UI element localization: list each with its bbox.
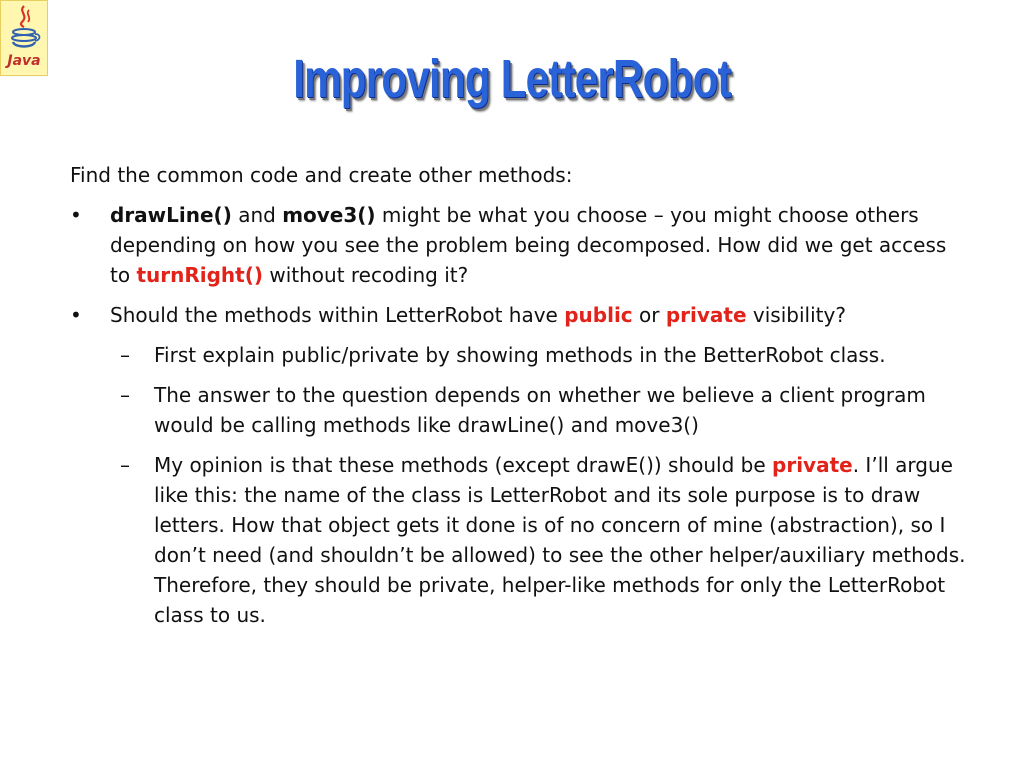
intro-text: Find the common code and create other methods: — [70, 163, 573, 187]
highlight-term: turnRight() — [136, 263, 263, 287]
bullet-marker: • — [70, 203, 82, 227]
sub-bullet-text: First explain public/private by showing methods in the BetterRobot class. — [154, 343, 886, 367]
sub-bullet-item — [70, 340, 970, 370]
highlight-term: private — [665, 303, 747, 327]
bullet-text: or — [632, 303, 666, 327]
bullet-text: without recoding it? — [263, 263, 469, 287]
bullet-text: might be what you choose – you might choose others depending on how you see the problem being decomposed. How did we get access to — [110, 203, 947, 287]
bullet-text: and — [231, 203, 283, 227]
sub-bullet-marker: – — [120, 383, 130, 407]
sub-bullet-text: The answer to the question depends on whether we believe a client program would be calling methods like drawLine() and move3() — [154, 383, 926, 437]
sub-bullet-item — [70, 380, 970, 440]
java-logo-text: Java — [7, 53, 41, 69]
bullet-item — [70, 300, 970, 330]
sub-bullet-marker: – — [120, 453, 130, 477]
java-coffee-cup-icon — [7, 4, 43, 54]
sub-bullet-item — [70, 450, 970, 630]
sub-bullet-text: My opinion is that these methods (except drawE()) should be — [154, 453, 773, 477]
bullet-marker: • — [70, 303, 82, 327]
slide-body — [70, 160, 970, 640]
highlight-term: private — [772, 453, 853, 477]
code-term: move3() — [282, 203, 376, 227]
bullet-text: Should the methods within LetterRobot have — [110, 303, 565, 327]
sub-bullet-marker: – — [120, 343, 130, 367]
highlight-term: public — [564, 303, 633, 327]
code-term: drawLine() — [110, 203, 232, 227]
java-logo — [0, 0, 48, 76]
bullet-text: visibility? — [746, 303, 846, 327]
bullet-item — [70, 200, 970, 290]
sub-bullet-text: . I’ll argue like this: the name of the class is LetterRobot and its sole purpose is to draw letters. How that object gets it done is of no concern of mine (abstraction), so I don’t need (and shouldn’t be allowed) to see the other helper/auxiliary methods. Therefore, they should be private, helper-like methods for only the LetterRobot class to us. — [154, 453, 966, 627]
slide-title: Improving LetterRobot — [293, 49, 731, 109]
